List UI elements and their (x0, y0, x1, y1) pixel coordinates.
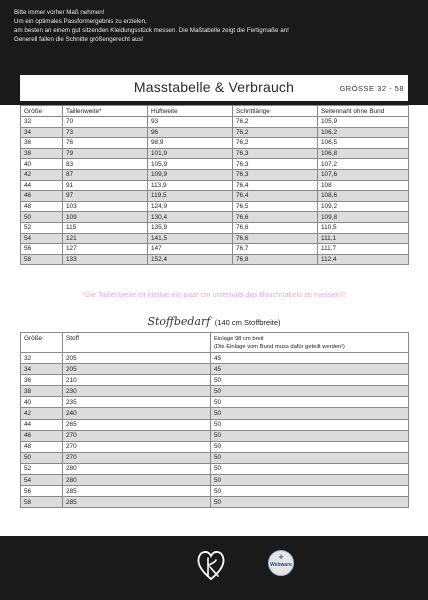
table-cell: 76,6 (233, 233, 318, 244)
table-row (21, 486, 409, 497)
table-cell: 107,2 (318, 159, 409, 170)
table-row (21, 452, 409, 463)
table-row (21, 397, 409, 408)
table-cell: 270 (63, 452, 211, 463)
table-cell: 54 (21, 233, 63, 244)
table-cell: 91 (63, 180, 148, 191)
table-cell: 79 (63, 148, 148, 159)
table-cell: 135,9 (148, 222, 233, 233)
column-header: Seitennaht ohne Bund (318, 106, 409, 117)
table-cell: 38 (21, 386, 63, 397)
table-cell: 50 (21, 212, 63, 223)
table-cell: 141,5 (148, 233, 233, 244)
table-cell: 52 (21, 463, 63, 474)
fabric-subtitle: (140 cm Stoffbreite) (214, 318, 281, 327)
table-cell: 76,2 (233, 127, 318, 138)
interfacing-header: Einlage 98 cm breit (214, 336, 264, 342)
table-cell: 76,8 (233, 254, 318, 265)
table-cell: 48 (21, 201, 63, 212)
table-row (21, 419, 409, 430)
table-cell: 280 (63, 463, 211, 474)
badge-label: Webware (270, 562, 292, 568)
intro-line: Generell fallen die Schnitte größengerecht aus! (14, 36, 144, 43)
table-row (21, 430, 409, 441)
table-cell: 127 (63, 244, 148, 255)
table-cell: 76,3 (233, 169, 318, 180)
table-cell: 110,5 (318, 222, 409, 233)
fabric-type-badge (268, 550, 294, 576)
table-cell: 105,9 (148, 159, 233, 170)
table-cell: 44 (21, 419, 63, 430)
size-range: GRÖSSE 32 - 58 (339, 84, 404, 93)
table-row (21, 159, 409, 170)
table-row (21, 212, 409, 223)
table-cell: 109 (63, 212, 148, 223)
table-header-row (21, 106, 409, 117)
table-cell: 121 (63, 233, 148, 244)
table-cell: 50 (211, 452, 409, 463)
table-cell: 109,8 (318, 212, 409, 223)
table-cell: 40 (21, 159, 63, 170)
table-cell: 107,6 (318, 169, 409, 180)
table-cell: 115 (63, 222, 148, 233)
table-cell: 98,9 (148, 138, 233, 149)
table-cell: 285 (63, 497, 211, 508)
table-row (21, 148, 409, 159)
table-cell: 34 (21, 364, 63, 375)
title-bar (20, 75, 408, 101)
table-cell: 152,4 (148, 254, 233, 265)
measure-table (20, 105, 409, 265)
table-cell: 235 (63, 397, 211, 408)
table-cell: 76,2 (233, 138, 318, 149)
table-cell: 109,2 (318, 201, 409, 212)
column-header: Größe (21, 106, 63, 117)
table-row (21, 463, 409, 474)
footer-band (0, 536, 428, 600)
column-header: Hüftweite (148, 106, 233, 117)
fabric-script-title: Stoffbedarf (147, 315, 211, 328)
table-row (21, 201, 409, 212)
table-row (21, 353, 409, 364)
header-band (0, 0, 428, 105)
table-cell: 76,6 (233, 222, 318, 233)
table-cell: 93 (148, 117, 233, 128)
table-cell: 106,2 (318, 127, 409, 138)
waist-note: *Die Taillenweite ist hierbei ein paar cm unterhalb des Bauchnabels zu messen!!! (81, 290, 347, 299)
table-cell: 32 (21, 353, 63, 364)
table-cell: 76,7 (233, 244, 318, 255)
table-cell: 50 (211, 375, 409, 386)
table-cell: 50 (211, 386, 409, 397)
table-cell: 50 (211, 408, 409, 419)
table-cell: 58 (21, 254, 63, 265)
table-row (21, 408, 409, 419)
table-row (21, 375, 409, 386)
table-cell: 42 (21, 169, 63, 180)
table-cell: 147 (148, 244, 233, 255)
cross-icon: ✚ (278, 555, 284, 561)
table-cell: 50 (211, 463, 409, 474)
table-cell: 230 (63, 386, 211, 397)
table-row (21, 138, 409, 149)
table-cell: 108,6 (318, 191, 409, 202)
table-cell: 70 (63, 117, 148, 128)
table-row (21, 169, 409, 180)
table-row (21, 386, 409, 397)
table-cell: 52 (21, 222, 63, 233)
intro-text (14, 8, 289, 44)
table-row (21, 233, 409, 244)
table-row (21, 244, 409, 255)
table-cell: 108 (318, 180, 409, 191)
interfacing-note: (Die Einlage vom Bund muss dafür geteilt werden!) (214, 344, 345, 350)
column-header: Schrittlänge (233, 106, 318, 117)
table-row (21, 254, 409, 265)
table-cell: 101,9 (148, 148, 233, 159)
table-cell: 205 (63, 353, 211, 364)
table-cell: 34 (21, 127, 63, 138)
table-cell: 36 (21, 138, 63, 149)
table-row (21, 191, 409, 202)
table-cell: 113,9 (148, 180, 233, 191)
table-cell: 76,3 (233, 159, 318, 170)
table-row (21, 441, 409, 452)
table-cell: 56 (21, 244, 63, 255)
table-row (21, 127, 409, 138)
table-cell: 54 (21, 475, 63, 486)
table-row (21, 497, 409, 508)
table-row (21, 180, 409, 191)
table-cell: 111,7 (318, 244, 409, 255)
table-cell: 109,9 (148, 169, 233, 180)
table-cell: 76,2 (233, 117, 318, 128)
table-cell: 285 (63, 486, 211, 497)
table-cell: 46 (21, 430, 63, 441)
table-cell: 73 (63, 127, 148, 138)
table-cell: 76 (63, 138, 148, 149)
table-cell: 38 (21, 148, 63, 159)
table-cell: 97 (63, 191, 148, 202)
table-cell: 50 (211, 430, 409, 441)
table-cell: 105,9 (318, 117, 409, 128)
table-row (21, 117, 409, 128)
table-cell: 83 (63, 159, 148, 170)
table-cell: 46 (21, 191, 63, 202)
table-cell: 50 (211, 497, 409, 508)
table-cell: 42 (21, 408, 63, 419)
fabric-table (20, 332, 409, 508)
table-cell: 205 (63, 364, 211, 375)
table-cell: 106,8 (318, 148, 409, 159)
table-cell: 44 (21, 180, 63, 191)
column-header: Stoff (63, 333, 211, 353)
table-cell: 76,3 (233, 148, 318, 159)
table-cell: 48 (21, 441, 63, 452)
table-cell: 32 (21, 117, 63, 128)
table-cell: 40 (21, 397, 63, 408)
table-header-row (21, 333, 409, 353)
table-cell: 130,4 (148, 212, 233, 223)
heart-logo-icon (196, 546, 226, 582)
table-cell: 133 (63, 254, 148, 265)
table-cell: 36 (21, 375, 63, 386)
fabric-heading (0, 312, 428, 330)
table-cell: 50 (211, 475, 409, 486)
intro-line: Um ein optimales Passformergebnis zu erzielen, (14, 18, 147, 25)
column-header: Größe (21, 333, 63, 353)
table-cell: 280 (63, 475, 211, 486)
table-cell: 265 (63, 419, 211, 430)
table-row (21, 475, 409, 486)
table-cell: 106,5 (318, 138, 409, 149)
table-row (21, 222, 409, 233)
column-header: Taillenweite* (63, 106, 148, 117)
table-cell: 76,5 (233, 201, 318, 212)
table-cell: 45 (211, 353, 409, 364)
table-cell: 50 (211, 441, 409, 452)
table-cell: 240 (63, 408, 211, 419)
table-cell: 50 (211, 397, 409, 408)
table-cell: 76,6 (233, 212, 318, 223)
table-cell: 112,4 (318, 254, 409, 265)
table-cell: 76,4 (233, 180, 318, 191)
table-cell: 45 (211, 364, 409, 375)
table-cell: 210 (63, 375, 211, 386)
intro-line: am besten an einem gut sitzenden Kleidungsstück messen. Die Maßtabelle zeigt die Fertigmaße an! (14, 27, 289, 34)
table-cell: 270 (63, 430, 211, 441)
table-cell: 103 (63, 201, 148, 212)
table-cell: 50 (211, 419, 409, 430)
table-cell: 270 (63, 441, 211, 452)
table-row (21, 364, 409, 375)
page-title: Masstabelle & Verbrauch (133, 79, 295, 95)
intro-line: Bitte immer vorher Maß nehmen! (14, 9, 105, 16)
column-header (211, 333, 409, 353)
table-cell: 119,5 (148, 191, 233, 202)
table-cell: 50 (21, 452, 63, 463)
table-cell: 124,9 (148, 201, 233, 212)
table-cell: 111,1 (318, 233, 409, 244)
table-cell: 87 (63, 169, 148, 180)
table-cell: 56 (21, 486, 63, 497)
table-cell: 76,4 (233, 191, 318, 202)
table-cell: 58 (21, 497, 63, 508)
table-cell: 50 (211, 486, 409, 497)
table-cell: 96 (148, 127, 233, 138)
